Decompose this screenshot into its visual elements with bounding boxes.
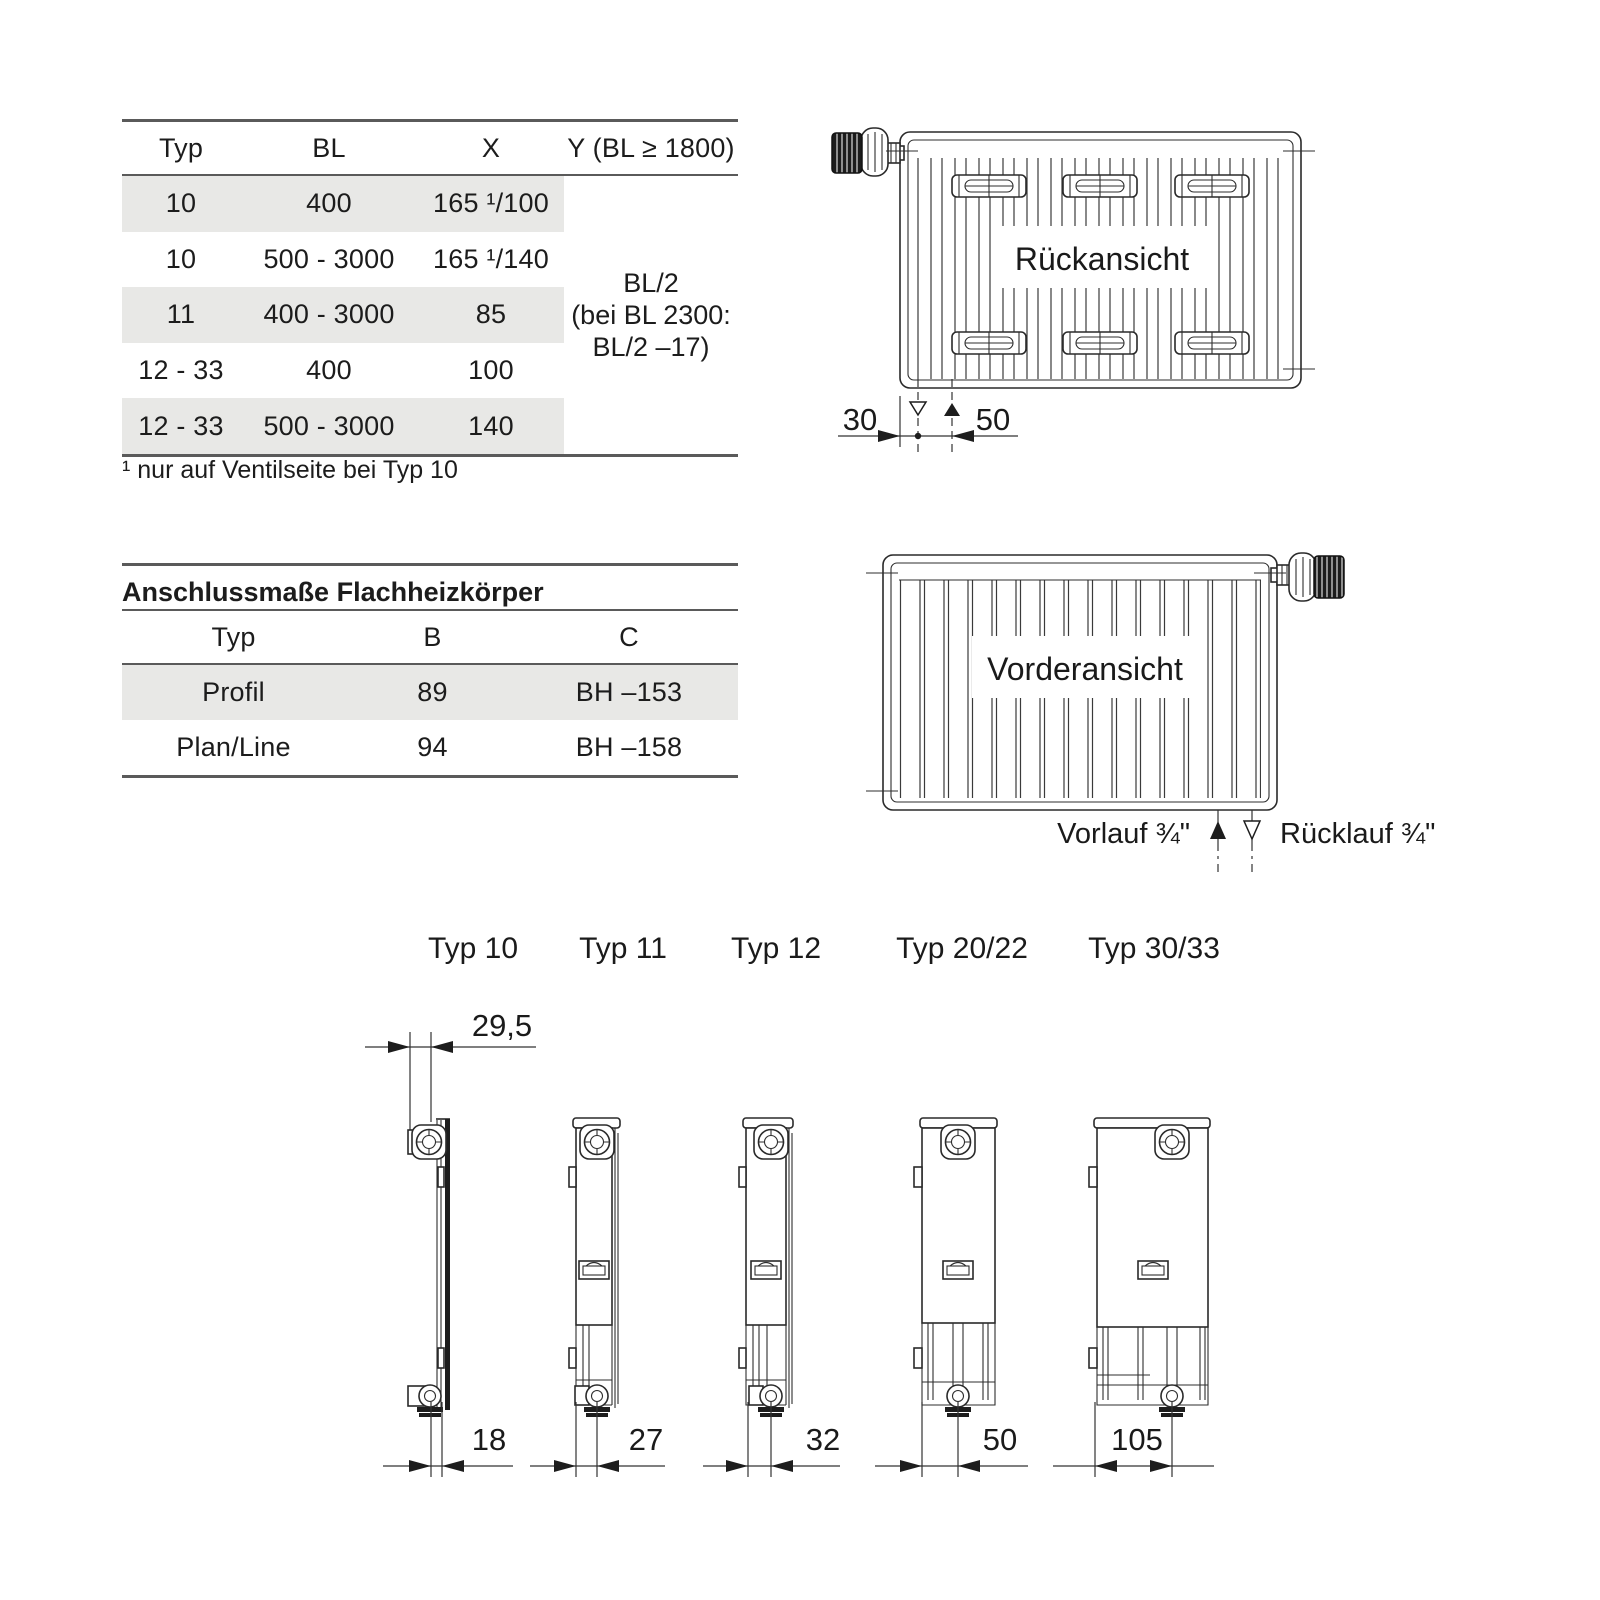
table-cell: Plan/Line	[176, 732, 291, 762]
return-label: Rücklauf ¾"	[1280, 818, 1436, 850]
depth-27: 27	[628, 1422, 664, 1457]
rear-dimensions	[838, 379, 1018, 452]
valve-icon	[1271, 553, 1344, 601]
type-profiles	[365, 932, 1220, 1477]
type-label-10: Typ 10	[427, 932, 519, 965]
column-header-x: X	[418, 122, 564, 176]
profile-typ-11	[569, 1118, 620, 1417]
depth-50: 50	[982, 1422, 1018, 1457]
profile-typ-12	[739, 1118, 793, 1417]
table-cell: 165 ¹/140	[433, 243, 549, 274]
table-cell: Profil	[122, 665, 345, 720]
table-cell: 500 - 3000	[240, 398, 418, 454]
supply-triangle-icon	[1210, 821, 1226, 839]
dim-29-5: 29,5	[471, 1008, 533, 1043]
type-label-2022: Typ 20/22	[896, 932, 1028, 965]
table-footnote: ¹ nur auf Ventilseite bei Typ 10	[122, 456, 458, 484]
table-cell: 400	[240, 176, 418, 232]
supply-triangle-icon	[944, 403, 960, 416]
table-cell: 400 - 3000	[240, 287, 418, 343]
flow-annotations	[1057, 810, 1435, 872]
type-label-12: Typ 12	[730, 932, 822, 965]
supply-label: Vorlauf ¾"	[1057, 818, 1190, 850]
column-header-typ: Typ	[122, 122, 240, 176]
profile-typ-30-33	[1089, 1118, 1210, 1417]
front-view-drawing	[866, 553, 1435, 872]
depth-105: 105	[1111, 1422, 1163, 1457]
depth-18: 18	[471, 1422, 507, 1457]
rear-view-drawing	[832, 128, 1315, 452]
profile-typ-20-22	[914, 1118, 997, 1417]
table-cell: 10	[122, 176, 240, 232]
y-cell-line: (bei BL 2300:	[571, 299, 731, 330]
profile-typ-30-33-dimension	[1053, 1402, 1214, 1477]
profile-typ-10	[408, 1119, 450, 1417]
column-header-y: Y (BL ≥ 1800)	[564, 122, 738, 176]
table-cell: 12 - 33	[138, 355, 224, 386]
table-cell: 85	[418, 287, 564, 343]
table-cell: 400	[306, 355, 352, 386]
dim-50: 50	[975, 402, 1011, 437]
y-cell-line: BL/2 –17)	[592, 331, 710, 362]
table-cell: 94	[417, 732, 448, 762]
type-label-11: Typ 11	[579, 932, 667, 965]
profile-typ-10-dimension	[383, 1402, 513, 1477]
table-cell: 140	[418, 398, 564, 454]
connection-table-title: Anschlussmaße Flachheizkörper	[122, 563, 738, 609]
table-cell: 10	[165, 243, 197, 274]
dim-30: 30	[842, 402, 878, 437]
column-header-typ: Typ	[122, 611, 345, 665]
table-cell: BH –158	[575, 732, 683, 762]
table-cell: 500 - 3000	[263, 243, 395, 274]
return-triangle-icon	[1244, 821, 1260, 839]
profile-typ-11-dimension	[530, 1402, 665, 1477]
front-view-label: Vorderansicht	[987, 651, 1183, 687]
top-dimension	[365, 1008, 536, 1132]
table-cell: 89	[345, 665, 520, 720]
table-cell: 11	[122, 287, 240, 343]
y-cell-line: BL/2	[623, 267, 679, 298]
rear-view-label: Rückansicht	[1014, 241, 1190, 277]
table-cell: 12 - 33	[122, 398, 240, 454]
column-header-bl: BL	[240, 122, 418, 176]
table-cell: 100	[468, 355, 514, 386]
table-cell: BH –153	[520, 665, 738, 720]
table-cell: 165 ¹/100	[418, 176, 564, 232]
valve-icon	[832, 128, 904, 176]
type-label-3033: Typ 30/33	[1088, 932, 1220, 965]
column-header-b: B	[345, 611, 520, 665]
column-header-c: C	[520, 611, 738, 665]
return-triangle-icon	[910, 402, 926, 415]
depth-32: 32	[805, 1422, 841, 1457]
